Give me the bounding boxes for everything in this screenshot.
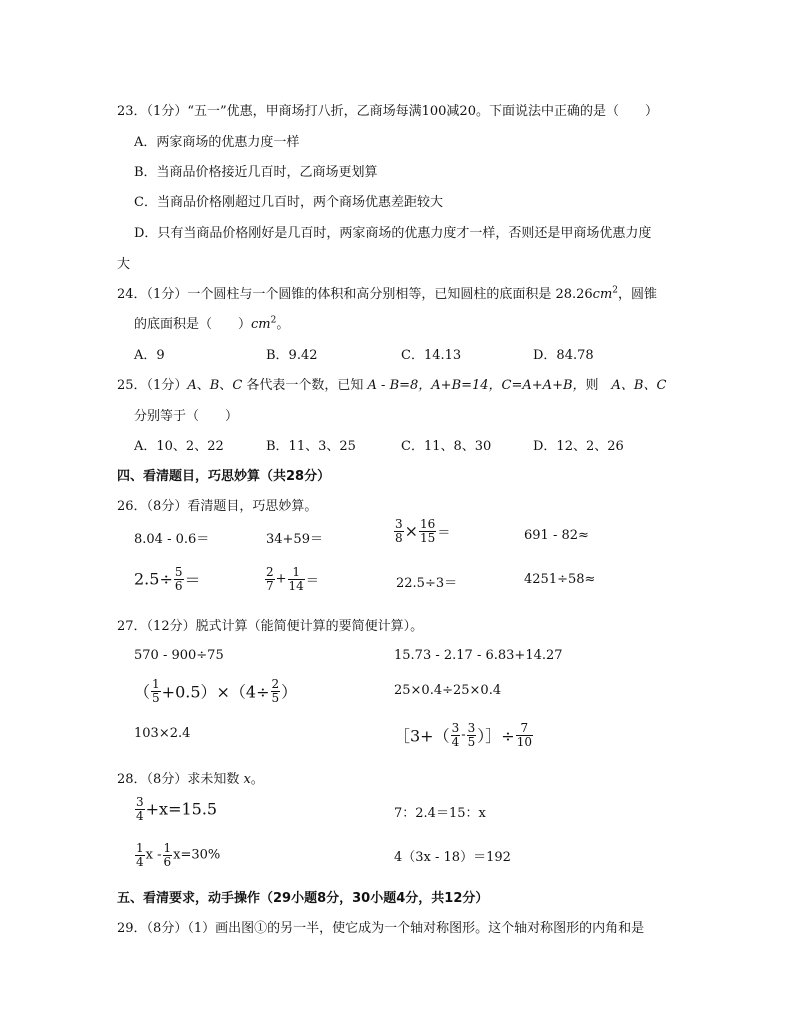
q24-stem-text: 24．（1分）一个圆柱与一个圆锥的体积和高分别相等，已知圆柱的底面积是 28.26 [117, 287, 593, 302]
q28-item-3: $\frac{1}{4}$ x - $\frac{1}{6}$ x=30% [136, 841, 221, 869]
q24-line2-text: 的底面积是（ ） [134, 317, 252, 332]
q23-stem: 23．（1分）“五一”优惠，甲商场打八折，乙商场每满100减20。下面说法中正确的是（ ） [117, 104, 658, 119]
q24-stem [117, 283, 657, 302]
fraction: $\frac{2}{5}$ [271, 677, 280, 705]
q23-option-d-cont: 大 [117, 257, 131, 272]
fraction: $\frac{16}{15}$ [420, 517, 436, 545]
q27-item-5: 103×2.4 [134, 726, 191, 741]
fraction: $\frac{1}{14}$ [288, 565, 304, 593]
fraction: $\frac{3}{5}$ [467, 721, 476, 749]
fraction: $\frac{3}{4}$ [136, 795, 144, 823]
q25-then: 则 [585, 378, 612, 393]
q26-item-6: $\frac{2}{7}$ + $\frac{1}{14}$ ＝ [266, 565, 319, 593]
section-4-heading: 四、看清题目，巧思妙算（共28分） [117, 469, 331, 484]
q25-sep1: 、 [196, 378, 210, 393]
q25-prefix: 25．（1分） [117, 378, 188, 393]
q23-option-a: A．两家商场的优惠力度一样 [134, 135, 300, 150]
q26-item-8: 4251÷58≈ [524, 572, 596, 587]
q28-item-4: 4（3x - 18）＝192 [394, 850, 511, 865]
q25-var-c: C [232, 378, 243, 393]
q27-stem: 27．（12分）脱式计算（能简便计算的要简便计算）。 [117, 619, 424, 634]
q24-line2-end: 。 [276, 317, 290, 332]
q26-item-3: $\frac{3}{8}$ × $\frac{16}{15}$ ＝ [395, 517, 451, 545]
fraction: $\frac{2}{7}$ [266, 565, 274, 593]
q27-item-4: 25×0.4÷25×0.4 [394, 683, 502, 698]
fraction: $\frac{5}{6}$ [174, 565, 183, 593]
q24-stem-end: ，圆锥 [618, 287, 658, 302]
q24-line2-sup: 2 [270, 315, 277, 326]
q25-sep2: 、 [219, 378, 233, 393]
q26-stem: 26．（8分）看清题目，巧思妙算。 [117, 499, 318, 514]
q25-text: 各代表一个数，已知 [242, 378, 368, 393]
q24-option-a: A．9 [134, 348, 165, 363]
fraction: $\frac{1}{5}$ [152, 677, 160, 705]
q28-item-1: $\frac{3}{4}$ +x=15.5 [136, 795, 218, 823]
q24-stem-line2 [134, 313, 289, 332]
q25-stem [117, 374, 666, 393]
fraction: $\frac{1}{4}$ [136, 841, 144, 869]
q26-item-2: 34+59＝ [266, 532, 323, 547]
q25-var-a: A [187, 378, 197, 393]
q26-item-7: 22.5÷3＝ [396, 576, 458, 591]
q25-equations: A - B=8，A+B=14，C=A+A+B， [367, 378, 586, 393]
fraction: $\frac{3}{4}$ [451, 721, 460, 749]
q25-var-b: B [209, 378, 220, 393]
q25-option-b: B．11、3、25 [266, 439, 356, 454]
q23-option-c: C．当商品价格刚超过几百时，两个商场优惠差距较大 [134, 195, 443, 210]
fraction: $\frac{7}{10}$ [516, 721, 532, 749]
q28-item-2: 7：2.4＝15：x [394, 806, 486, 821]
q26-item-1: 8.04 - 0.6＝ [134, 532, 210, 547]
fraction: $\frac{3}{8}$ [395, 517, 403, 545]
q29-stem: 29．（8分）（1）画出图①的另一半，使它成为一个轴对称图形。这个轴对称图形的内角和是 [117, 921, 645, 936]
q25-option-c: C．11、8、30 [401, 439, 492, 454]
q23-option-b: B．当商品价格接近几百时，乙商场更划算 [134, 165, 378, 180]
q23-option-d: D．只有当商品价格刚好是几百时，两家商场的优惠力度才一样，否则还是甲商场优惠力度 [134, 226, 652, 241]
q24-option-d: D．84.78 [533, 348, 594, 363]
q25-option-d: D．12、2、26 [533, 439, 624, 454]
q27-item-1: 570 - 900÷75 [134, 648, 224, 663]
q25-vars-end: A、B、C [611, 378, 667, 393]
q27-item-2: 15.73 - 2.17 - 6.83+14.27 [394, 648, 563, 663]
q28-var: x [243, 772, 251, 787]
q24-option-c: C．14.13 [401, 348, 462, 363]
q25-stem-line2: 分别等于（ ） [134, 409, 239, 424]
q27-item-6: ［3+（ $\frac{3}{4}$ - $\frac{3}{5}$ ）］÷ $\frac{7}{10}$ [394, 721, 532, 749]
q24-line2-unit: cm [251, 317, 271, 332]
q24-unit-sup: 2 [612, 285, 619, 296]
q26-item-5: 2.5÷ $\frac{5}{6}$ ＝ [134, 565, 201, 593]
q26-item-4: 691 - 82≈ [524, 528, 589, 543]
fraction: $\frac{1}{6}$ [163, 841, 172, 869]
q24-option-b: B．9.42 [266, 348, 318, 363]
q25-option-a: A．10、2、22 [134, 439, 224, 454]
q27-item-3: （ $\frac{1}{5}$ +0.5）×（4÷ $\frac{2}{5}$ ） [134, 677, 298, 705]
section-5-heading: 五、看清要求，动手操作（29小题8分，30小题4分，共12分） [117, 891, 489, 906]
q24-unit: cm [592, 287, 613, 302]
q28-stem: 28．（8分）求未知数 x。 [117, 772, 264, 787]
